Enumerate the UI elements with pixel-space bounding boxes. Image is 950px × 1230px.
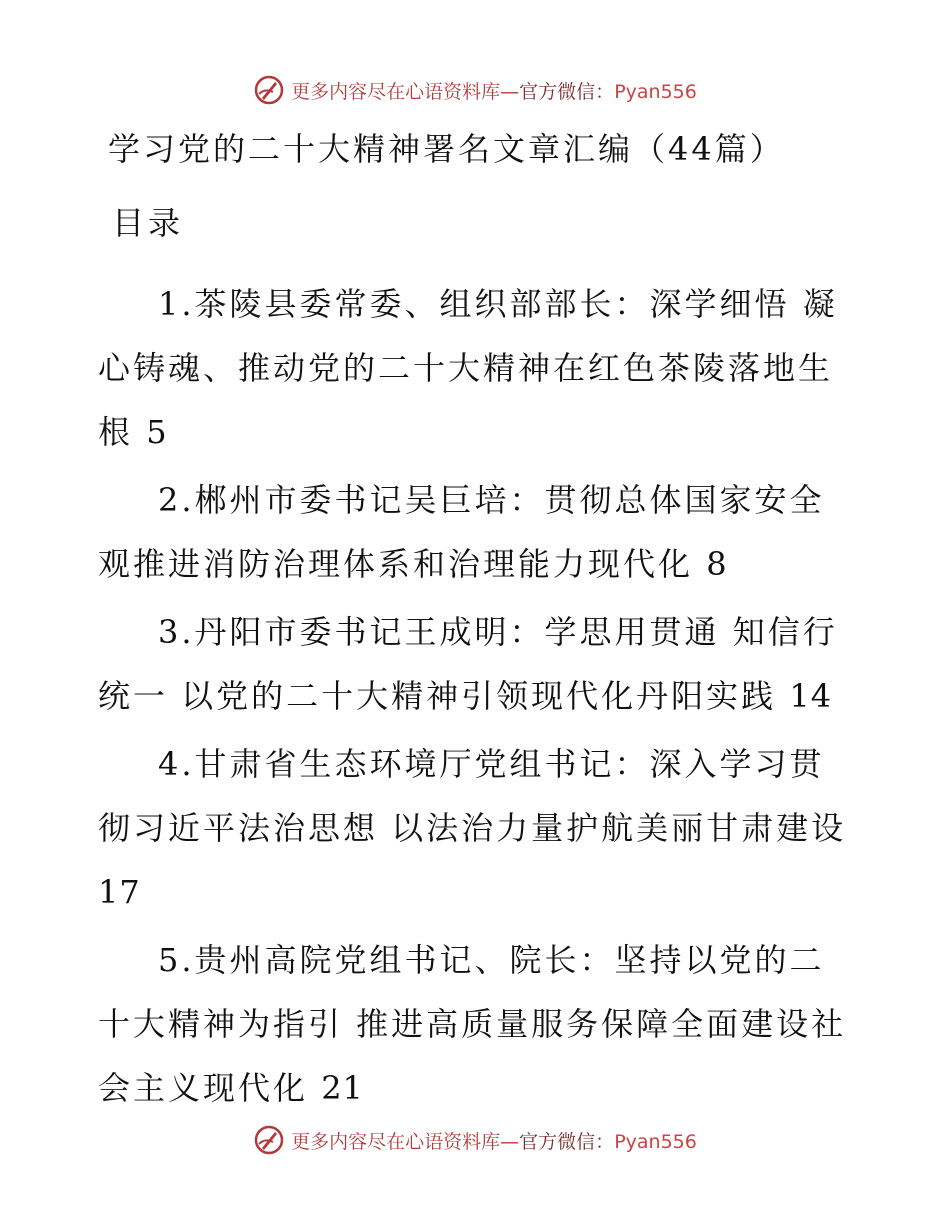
toc-entry-title: 2.郴州市委书记吴巨培：贯彻总体国家安全观推进消防治理体系和治理能力现代化	[98, 481, 825, 583]
toc-entry-title: 3.丹阳市委书记王成明：学思用贯通 知信行统一 以党的二十大精神引领现代化丹阳实践	[98, 613, 838, 715]
toc-entry-page: 8	[706, 545, 728, 583]
watermark-text: 更多内容尽在心语资料库—官方微信：Pyan556	[291, 80, 697, 103]
document-title: 学习党的二十大精神署名文章汇编（44篇）	[108, 130, 785, 168]
toc-heading: 目录	[112, 204, 185, 242]
toc-entry-page: 5	[146, 413, 168, 451]
toc-entry-title: 4.甘肃省生态环境厅党组书记：深入学习贯彻习近平法治思想 以法治力量护航美丽甘肃建设	[98, 745, 847, 847]
quill-logo-icon	[253, 1124, 285, 1156]
toc-entry[interactable]	[98, 468, 858, 596]
toc-entry-title: 1.茶陵县委常委、组织部部长：深学细悟 凝心铸魂、推动党的二十大精神在红色茶陵落地生根	[98, 285, 838, 451]
toc-entry[interactable]	[98, 272, 858, 464]
header-watermark	[0, 72, 950, 108]
toc-entry-page: 21	[321, 1069, 364, 1107]
watermark-text: 更多内容尽在心语资料库—官方微信：Pyan556	[291, 1130, 697, 1153]
toc-entry[interactable]	[98, 928, 858, 1120]
toc-entry[interactable]	[98, 600, 858, 728]
toc-entry-page: 17	[98, 873, 141, 911]
toc-entry-page: 14	[789, 677, 833, 715]
footer-watermark	[0, 1122, 950, 1158]
toc-entry[interactable]	[98, 732, 858, 924]
quill-logo-icon	[253, 74, 285, 106]
toc-entry-title: 5.贵州高院党组书记、院长：坚持以党的二十大精神为指引 推进高质量服务保障全面建设社会主义现代化	[98, 941, 847, 1107]
table-of-contents	[98, 272, 858, 1124]
